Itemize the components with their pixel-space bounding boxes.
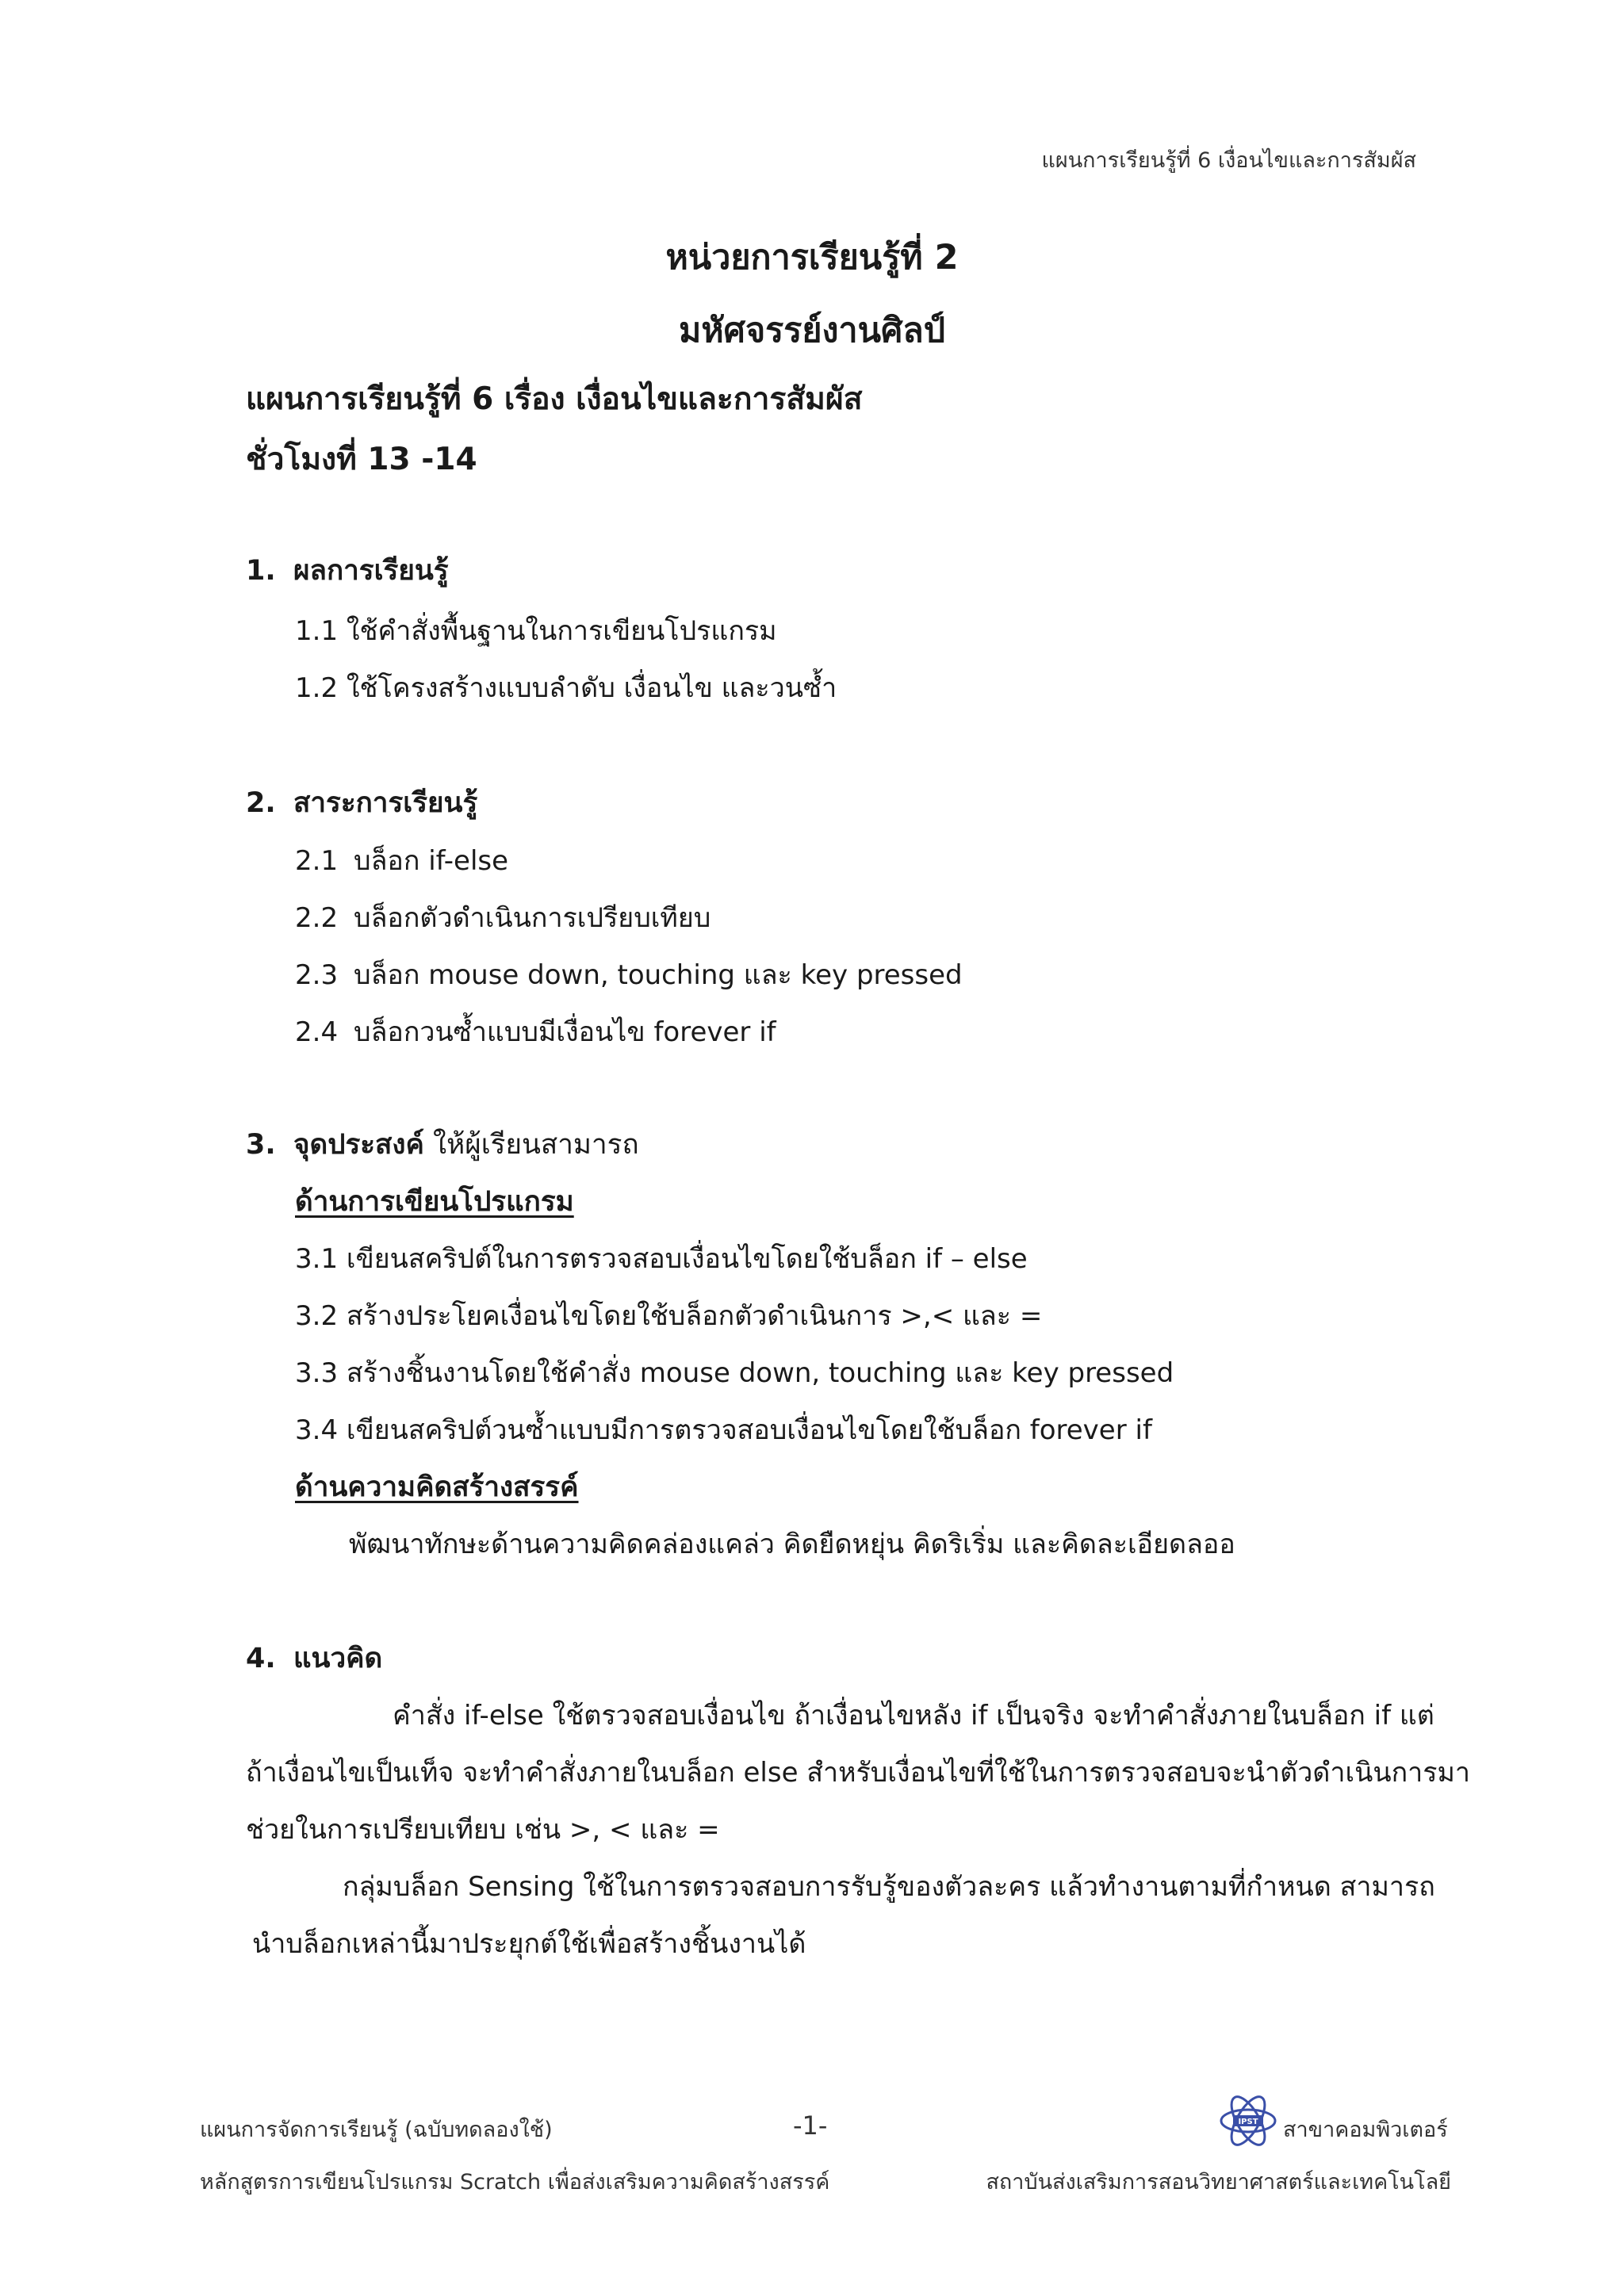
section-number: 4. [246,1643,276,1674]
section-heading-text: สาระการเรียนรู้ [293,787,478,819]
learning-outcome-item: 1.1 ใช้คำสั่งพื้นฐานในการเขียนโปรแกรม [295,615,777,647]
section-objectives-heading [246,1123,639,1166]
learning-outcome-item: 1.2 ใช้โครงสร้างแบบลำดับ เงื่อนไข และวนซ้ำ [295,672,837,704]
section-heading-text: ผลการเรียนรู้ [293,555,449,587]
content-item-number: 2.1 [295,845,339,877]
ipst-logo-icon [1217,2090,1279,2152]
content-item-number: 2.2 [295,902,339,934]
section-number: 1. [246,555,276,587]
content-item [295,839,508,882]
content-item [295,953,963,996]
footer-page-number: -1- [793,2110,828,2141]
content-item-text: บล็อก if-else [354,845,509,877]
content-item-text: บล็อกตัวดำเนินการเปรียบเทียบ [354,902,711,934]
concept-paragraph-line: กลุ่มบล็อก Sensing ใช้ในการตรวจสอบการรับรู้ของตัวละคร แล้วทำงานตามที่กำหนด สามารถ [343,1871,1435,1903]
objective-item: 3.2 สร้างประโยคเงื่อนไขโดยใช้บล็อกตัวดำเนินการ >,< และ = [295,1300,1043,1332]
objective-item: 3.4 เขียนสคริปต์วนซ้ำแบบมีการตรวจสอบเงื่อนไขโดยใช้บล็อก forever if [295,1414,1152,1446]
footer-right-line1: สาขาคอมพิวเตอร์ [1283,2118,1448,2142]
concept-paragraph-line: คำสั่ง if-else ใช้ตรวจสอบเงื่อนไข ถ้าเงื่อนไขหลัง if เป็นจริง จะทำคำสั่งภายในบล็อก if แต่ [393,1700,1434,1732]
unit-title: หน่วยการเรียนรู้ที่ 2 [665,238,959,277]
content-item [295,1010,776,1053]
concept-paragraph-line: ถ้าเงื่อนไขเป็นเท็จ จะทำคำสั่งภายในบล็อก else สำหรับเงื่อนไขที่ใช้ในการตรวจสอบจะนำตัวดำเนินการมา [246,1757,1471,1789]
objective-item: 3.3 สร้างชิ้นงานโดยใช้คำสั่ง mouse down, touching และ key pressed [295,1357,1174,1389]
section-heading-text: จุดประสงค์ [293,1129,424,1161]
footer-left-line2: หลักสูตรการเขียนโปรแกรม Scratch เพื่อส่งเสริมความคิดสร้างสรรค์ [200,2170,830,2195]
programming-subheading: ด้านการเขียนโปรแกรม [295,1186,574,1218]
content-item-text: บล็อกวนซ้ำแบบมีเงื่อนไข forever if [354,1016,776,1048]
section-concept-heading [246,1636,382,1680]
concept-paragraph-line: ช่วยในการเปรียบเทียบ เช่น >, < และ = [246,1814,720,1846]
running-header: แผนการเรียนรู้ที่ 6 เงื่อนไขและการสัมผัส [1041,148,1416,173]
content-item-number: 2.3 [295,959,339,991]
section-content-heading [246,781,477,825]
section-heading-text: แนวคิด [293,1643,383,1674]
plan-title: แผนการเรียนรู้ที่ 6 เรื่อง เงื่อนไขและการสัมผัส [246,381,863,417]
unit-subtitle: มหัศจรรย์งานศิลป์ [678,311,946,350]
section-number: 2. [246,787,276,819]
section-heading-rest: ให้ผู้เรียนสามารถ [423,1129,639,1161]
content-item [295,896,710,939]
section-number: 3. [246,1129,276,1161]
content-item-number: 2.4 [295,1016,339,1048]
section-learning-outcomes-heading [246,549,449,592]
content-item-text: บล็อก mouse down, touching และ key pressed [354,959,963,991]
logo-text: IPST [1238,2118,1258,2126]
footer-right-line2: สถาบันส่งเสริมการสอนวิทยาศาสตร์และเทคโนโลยี [986,2170,1451,2195]
concept-paragraph-line: นำบล็อกเหล่านี้มาประยุกต์ใช้เพื่อสร้างชิ้นงานได้ [252,1928,806,1960]
creativity-text: พัฒนาทักษะด้านความคิดคล่องแคล่ว คิดยืดหยุ่น คิดริเริ่ม และคิดละเอียดลออ [349,1529,1235,1560]
footer-left-line1: แผนการจัดการเรียนรู้ (ฉบับทดลองใช้) [200,2118,553,2142]
objective-item: 3.1 เขียนสคริปต์ในการตรวจสอบเงื่อนไขโดยใช้บล็อก if – else [295,1243,1028,1275]
creativity-subheading: ด้านความคิดสร้างสรรค์ [295,1471,579,1503]
plan-hours: ชั่วโมงที่ 13 -14 [246,442,477,477]
